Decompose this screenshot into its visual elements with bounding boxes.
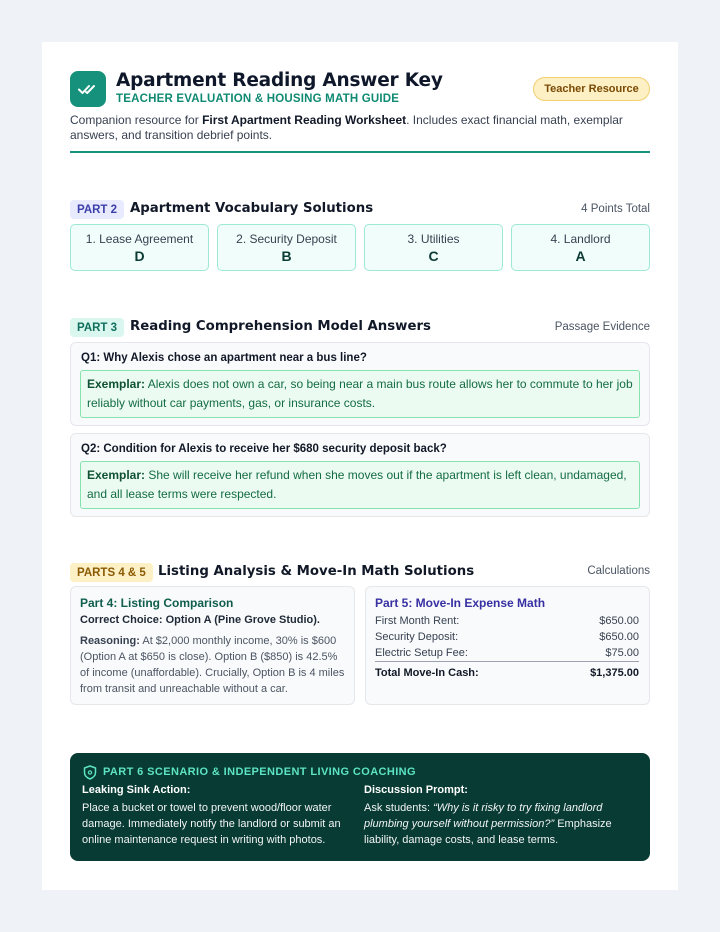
parts45-title: Listing Analysis & Move-In Math Solutions [158,564,475,579]
vocab-item [70,224,209,271]
part3-badge: PART 3 [70,318,124,337]
discussion-text: Ask students: “Why is it risky to try fixing landlord plumbing yourself without permission?” Emphasize liability, damage costs, and lease terms. [364,802,612,846]
exemplar-label: Exemplar: [87,377,146,391]
header-divider [70,151,650,153]
worksheet-name: First Apartment Reading Worksheet [202,113,407,127]
total-divider [375,661,639,662]
exemplar-label: Exemplar: [87,468,146,482]
expense-value: $650.00 [599,631,639,643]
correct-choice: Correct Choice: Option A (Pine Grove Studio). [80,614,320,626]
vocab-answer: D [134,248,145,264]
expense-row [375,647,639,659]
parts45-badge: PARTS 4 & 5 [70,563,153,582]
expense-total-row [375,667,639,679]
expense-label: First Month Rent: [375,615,460,627]
vocab-item [511,224,650,271]
question-card [70,433,650,517]
coaching-panel [70,753,650,861]
part2-meta: 4 Points Total [581,203,650,215]
reasoning-text: Reasoning: At $2,000 monthly income, 30% is $600 (Option A at $650 is close). Option B ($850) is 42.5% of income (unaffordable). Crucially, Option B is 4 miles from transit and unreachable without a car. [80,635,345,695]
expense-card-title: Part 5: Move-In Expense Math [375,596,546,610]
vocab-item [364,224,503,271]
sink-action-text: Place a bucket or towel to prevent wood/floor water damage. Immediately notify the landlord or submit an online maintenance request in writing with photos. [82,802,341,846]
sink-action-label: Leaking Sink Action: [82,784,191,796]
listing-card-title: Part 4: Listing Comparison [80,596,234,610]
vocab-term: 4. Landlord [550,232,611,246]
reasoning-label: Reasoning: [80,635,140,647]
expense-label: Electric Setup Fee: [375,647,468,659]
coaching-title: PART 6 SCENARIO & INDEPENDENT LIVING COACHING [103,766,416,778]
question-card [70,342,650,426]
expense-row [375,615,639,627]
listing-comparison-card [70,586,355,705]
part2-title: Apartment Vocabulary Solutions [130,201,374,216]
expense-value: $650.00 [599,615,639,627]
total-label: Total Move-In Cash: [375,667,479,679]
part2-badge: PART 2 [70,200,124,219]
vocab-term: 3. Utilities [407,232,460,246]
move-in-expense-card [365,586,650,705]
vocab-answer: A [575,248,586,264]
vocab-term: 2. Security Deposit [236,232,337,246]
vocab-item [217,224,356,271]
intro-text: Companion resource for First Apartment Reading Worksheet. Includes exact financial math, exemplar answers, and transition debrief points. [70,113,623,142]
exemplar-answer: Exemplar: Alexis does not own a car, so being near a main bus route allows her to commute to her job reliably without car payments, gas, or insurance costs. [80,370,640,418]
vocab-answer: B [281,248,292,264]
shield-icon [83,765,97,785]
total-value: $1,375.00 [590,667,639,679]
double-check-icon [70,71,106,107]
vocab-answer: C [428,248,439,264]
part3-title: Reading Comprehension Model Answers [130,319,431,334]
part3-meta: Passage Evidence [554,321,650,333]
page-title: Apartment Reading Answer Key [116,70,443,91]
question-text: Q2: Condition for Alexis to receive her $680 security deposit back? [81,443,447,455]
expense-row [375,631,639,643]
teacher-resource-badge: Teacher Resource [533,77,650,101]
answer-key-page [42,42,678,890]
discussion-question: “Why is it risky to try fixing landlord plumbing yourself without permission?” [364,802,603,830]
expense-value: $75.00 [605,647,639,659]
parts45-meta: Calculations [587,565,650,577]
expense-label: Security Deposit: [375,631,459,643]
exemplar-answer: Exemplar: She will receive her refund when she moves out if the apartment is left clean, undamaged, and all lease terms were respected. [80,461,640,509]
discussion-label: Discussion Prompt: [364,784,468,796]
page-subtitle: TEACHER EVALUATION & HOUSING MATH GUIDE [116,93,400,105]
question-text: Q1: Why Alexis chose an apartment near a bus line? [81,352,367,364]
vocab-term: 1. Lease Agreement [85,232,194,246]
